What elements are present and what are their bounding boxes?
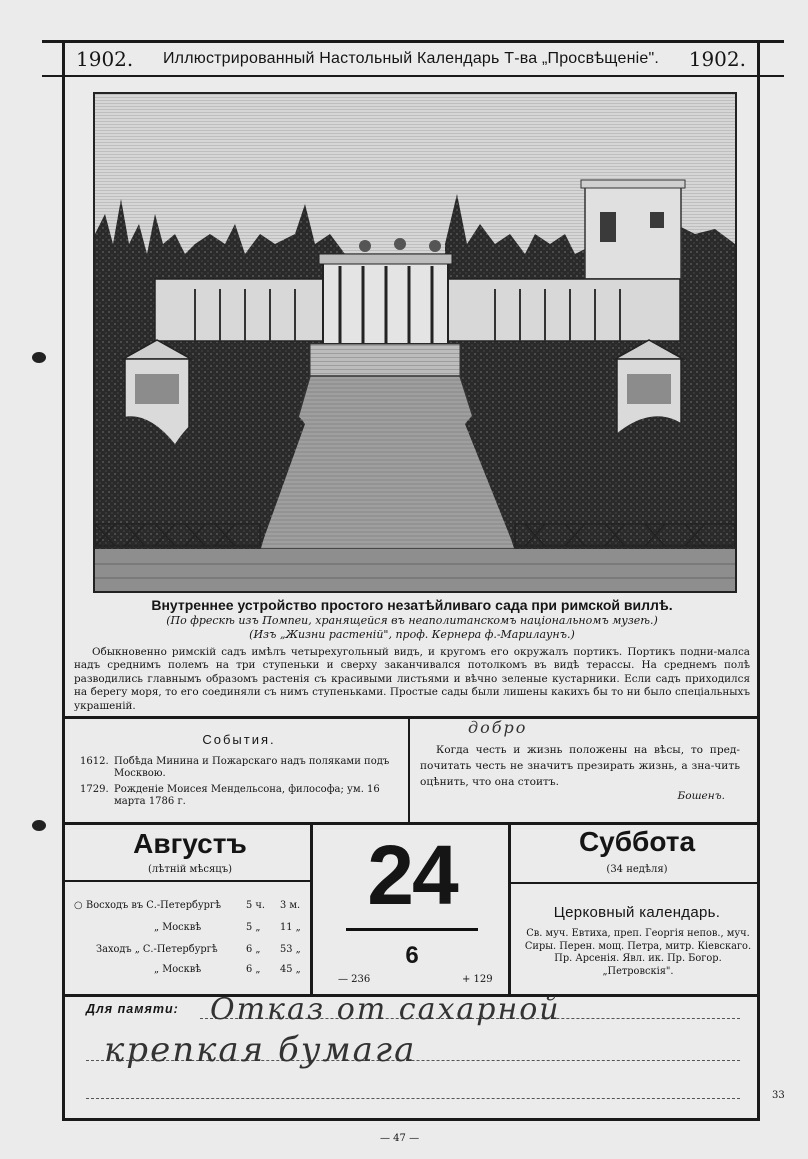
event-item [80,756,402,780]
handwriting-line-1: Отказ от сахарной [210,992,561,1027]
memory-label: Для памяти: [86,1002,179,1016]
caption-source: (Изъ „Жизни растеній", проф. Кернера ф.-Марилаунъ.) [249,628,575,641]
day-number: 24 [367,828,457,922]
sunset-msk-label: „ Москвѣ [154,964,202,975]
days-passed: — 236 [338,974,371,985]
garden-illustration-svg [95,94,735,591]
month-name: Августъ [133,828,247,859]
days-left: + 129 [462,974,493,985]
year-right: 1902. [688,47,746,71]
edge-number: 33 [772,1090,785,1101]
handwriting-line-2: крепкая бумага [104,1030,417,1070]
day-bar [346,928,478,931]
bottom-rule [62,1118,760,1121]
illustration-caption [80,597,744,641]
quote-author: Бошенъ. [677,790,725,802]
roman-villa-garden-engraving [93,92,737,593]
binding-hole [32,820,46,831]
quote-text: Когда честь и жизнь положены на вѣсы, то пред-почитать честь не значитъ презирать жизнь, а зна-чить оцѣнить, что она стоитъ. [420,744,740,788]
events-divider [408,716,410,822]
sunrise-spb-minutes: 3 м. [280,900,301,911]
weekday-rule [510,882,760,884]
weekday-name: Суббота [578,826,696,857]
binding-hole [32,352,46,363]
calendar-header [62,44,760,74]
event-year: 1729. [80,784,109,795]
event-text: Рожденіе Моисея Мендельсона, философа; ум. 16 марта 1786 г. [114,784,380,807]
date-divider-right [508,822,511,994]
event-item [80,784,402,808]
sunset-msk-hours: 6 „ [246,964,261,975]
section-rule [62,822,760,825]
week-number: 6 [405,942,419,969]
month-season: (лѣтній мѣсяцъ) [148,864,232,875]
sunrise-spb-hours: 5 ч. [246,900,265,911]
garden-description: Обыкновенно римскій садъ имѣлъ четырехугольный видъ, и кругомъ его окружалъ портикъ. Портикъ подни-малса надъ среднимъ полемъ на три ступеньки и сверху заканчивался потолкомъ въ видѣ терассы. На среднемъ полѣ разводились главнымъ образомъ растенія съ красивыми листьями и вѣчно зеленые кустарники. Если садъ приходился на берегу моря, то его соединяли съ нимъ ступеньками. Простые сады были лишены какихъ бы то ни было спеціальныхъ украшеній. [74,646,750,712]
caption-subtitle: (По фрескѣ изъ Помпеи, хранящейся въ неаполитанскомъ національномъ музеѣ.) [166,614,658,627]
week-of-year: (34 недѣля) [606,864,668,875]
header-rule [42,75,784,77]
sunset-spb-minutes: 53 „ [280,944,301,955]
top-rule [42,40,784,43]
sunrise-msk-minutes: 11 „ [280,922,301,933]
handwritten-note: добро [468,718,528,737]
event-text: Побѣда Минина и Пожарскаго надъ поляками подъ Москвою. [114,756,390,779]
caption-title: Внутреннее устройство простого незатѣйливаго сада при римской виллѣ. [151,597,673,613]
page-number: — 47 — [380,1133,420,1144]
header-title: Иллюстрированный Настольный Календарь Т-ва „Просвѣщеніе". [162,50,660,67]
church-calendar-text: Св. муч. Евтиха, преп. Георгія непов., муч. Сиры. Перен. мощ. Петра, митр. Кіевскаго. Пр. Арсенія. Явл. ик. Пр. Богор. „Петровскія". [524,928,752,977]
memory-line [86,1098,740,1099]
event-year: 1612. [80,756,109,767]
date-divider-left [310,822,313,994]
sunset-spb-hours: 6 „ [246,944,261,955]
events-list [80,756,402,812]
sunset-msk-minutes: 45 „ [280,964,301,975]
year-left: 1902. [76,47,134,71]
sun-icon: ○ [74,900,83,911]
events-title: События. [202,732,276,747]
sunset-spb-label: Заходъ „ С.-Петербургѣ [96,944,218,955]
sunrise-spb-label: Восходъ въ С.-Петербургѣ [86,900,221,911]
section-rule [62,716,760,719]
month-rule [62,880,310,882]
sunrise-msk-label: „ Москвѣ [154,922,202,933]
sunrise-msk-hours: 5 „ [246,922,261,933]
church-calendar-title: Церковный календарь. [553,904,721,921]
